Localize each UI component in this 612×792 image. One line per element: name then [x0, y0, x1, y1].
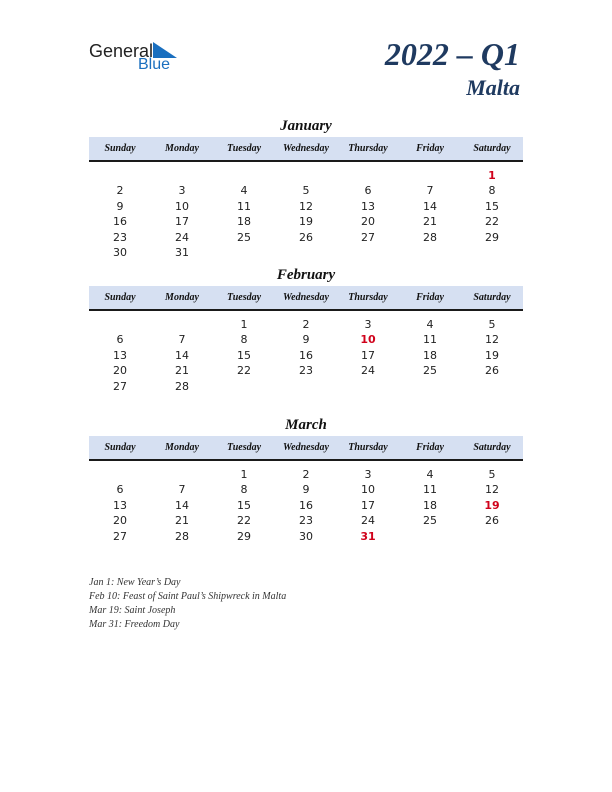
weekday-label: Wednesday — [283, 143, 329, 154]
day-cell: 19 — [484, 498, 500, 512]
day-cell: 25 — [423, 514, 437, 528]
holiday-notes — [89, 576, 286, 632]
day-cell: 28 — [423, 230, 437, 244]
weekday-header — [89, 137, 523, 162]
day-cell: 20 — [361, 215, 375, 229]
empty-day-cell — [213, 168, 275, 183]
day-cell: 24 — [361, 514, 375, 528]
day-cell: 14 — [175, 348, 189, 362]
week-row — [89, 214, 523, 229]
empty-day-cell — [461, 245, 523, 260]
day-cell: 18 — [237, 215, 251, 229]
weekday-label: Sunday — [104, 442, 136, 453]
day-cell: 17 — [361, 348, 375, 362]
day-cell: 6 — [364, 184, 372, 198]
week-row — [89, 317, 523, 332]
empty-day-cell — [461, 379, 523, 394]
day-cell: 5 — [302, 184, 310, 198]
day-cell: 29 — [237, 529, 251, 543]
month-grid — [89, 461, 523, 544]
empty-day-cell — [337, 379, 399, 394]
empty-day-cell — [337, 168, 399, 183]
weekday-label: Saturday — [473, 442, 511, 453]
day-cell: 30 — [113, 245, 127, 259]
empty-day-cell — [399, 529, 461, 544]
empty-day-cell — [275, 168, 337, 183]
day-cell: 19 — [299, 215, 313, 229]
day-cell: 25 — [423, 364, 437, 378]
day-cell: 27 — [361, 230, 375, 244]
day-cell: 17 — [175, 215, 189, 229]
day-cell: 15 — [485, 199, 499, 213]
empty-day-cell — [151, 467, 213, 482]
day-cell: 14 — [175, 498, 189, 512]
weekday-label: Saturday — [473, 143, 511, 154]
weekday-label: Wednesday — [283, 442, 329, 453]
day-cell: 30 — [299, 529, 313, 543]
month-grid — [89, 162, 523, 260]
day-cell: 22 — [485, 215, 499, 229]
day-cell: 3 — [178, 184, 186, 198]
day-cell: 27 — [113, 379, 127, 393]
day-cell: 7 — [178, 333, 186, 347]
day-cell: 14 — [423, 199, 437, 213]
day-cell: 4 — [426, 318, 434, 331]
day-cell: 7 — [426, 184, 434, 198]
day-cell: 2 — [116, 184, 124, 198]
day-cell: 26 — [485, 514, 499, 528]
day-cell: 23 — [299, 364, 313, 378]
holiday-note: Mar 31: Freedom Day — [89, 619, 180, 630]
day-cell: 10 — [175, 199, 189, 213]
weekday-label: Friday — [416, 143, 444, 154]
empty-day-cell — [89, 467, 151, 482]
day-cell: 8 — [240, 333, 248, 347]
day-cell: 16 — [113, 215, 127, 229]
empty-day-cell — [89, 317, 151, 332]
day-cell: 12 — [485, 333, 499, 347]
week-row — [89, 332, 523, 347]
day-cell: 13 — [361, 199, 375, 213]
empty-day-cell — [399, 379, 461, 394]
day-cell: 11 — [423, 483, 437, 497]
empty-day-cell — [275, 245, 337, 260]
day-cell: 5 — [488, 318, 496, 331]
empty-day-cell — [461, 529, 523, 544]
day-cell: 13 — [113, 498, 127, 512]
week-row — [89, 498, 523, 513]
day-cell: 3 — [364, 468, 372, 481]
weekday-label: Thursday — [348, 292, 388, 303]
brand-logo — [89, 40, 189, 76]
day-cell: 26 — [485, 364, 499, 378]
day-cell: 24 — [175, 230, 189, 244]
month-title: March — [285, 417, 327, 433]
week-row — [89, 529, 523, 544]
day-cell: 13 — [113, 348, 127, 362]
week-row — [89, 230, 523, 245]
day-cell: 21 — [175, 514, 189, 528]
month-january — [89, 116, 523, 260]
page-subtitle: Malta — [466, 75, 520, 100]
holiday-note: Mar 19: Saint Joseph — [89, 605, 176, 616]
month-march — [89, 415, 523, 544]
weekday-header — [89, 286, 523, 311]
day-cell: 17 — [361, 498, 375, 512]
day-cell: 20 — [113, 514, 127, 528]
day-cell: 10 — [360, 333, 376, 347]
day-cell: 8 — [240, 483, 248, 497]
month-grid — [89, 311, 523, 394]
day-cell: 1 — [488, 169, 496, 182]
day-cell: 1 — [240, 318, 248, 331]
day-cell: 24 — [361, 364, 375, 378]
weekday-label: Tuesday — [226, 292, 262, 303]
day-cell: 5 — [488, 468, 496, 481]
weekday-label: Sunday — [104, 292, 136, 303]
empty-day-cell — [213, 245, 275, 260]
day-cell: 22 — [237, 514, 251, 528]
week-row — [89, 467, 523, 482]
day-cell: 27 — [113, 529, 127, 543]
holiday-note: Feb 10: Feast of Saint Paul’s Shipwreck in Malta — [89, 591, 287, 602]
month-february — [89, 265, 523, 394]
holiday-note: Jan 1: New Year’s Day — [89, 577, 181, 588]
empty-day-cell — [151, 168, 213, 183]
month-title: February — [276, 267, 336, 283]
day-cell: 9 — [302, 483, 310, 497]
day-cell: 29 — [485, 230, 499, 244]
day-cell: 23 — [113, 230, 127, 244]
day-cell: 28 — [175, 379, 189, 393]
day-cell: 9 — [116, 199, 124, 213]
day-cell: 12 — [299, 199, 313, 213]
day-cell: 4 — [240, 184, 248, 198]
week-row — [89, 245, 523, 260]
day-cell: 15 — [237, 498, 251, 512]
day-cell: 31 — [360, 529, 376, 543]
day-cell: 1 — [240, 468, 248, 481]
day-cell: 16 — [299, 498, 313, 512]
weekday-label: Sunday — [104, 143, 136, 154]
day-cell: 20 — [113, 364, 127, 378]
weekday-label: Tuesday — [226, 143, 262, 154]
empty-day-cell — [399, 168, 461, 183]
day-cell: 25 — [237, 230, 251, 244]
day-cell: 18 — [423, 348, 437, 362]
day-cell: 22 — [237, 364, 251, 378]
week-row — [89, 348, 523, 363]
day-cell: 7 — [178, 483, 186, 497]
weekday-label: Monday — [165, 442, 199, 453]
day-cell: 12 — [485, 483, 499, 497]
day-cell: 8 — [488, 184, 496, 198]
day-cell: 11 — [423, 333, 437, 347]
day-cell: 11 — [237, 199, 251, 213]
day-cell: 19 — [485, 348, 499, 362]
weekday-header — [89, 436, 523, 461]
day-cell: 3 — [364, 318, 372, 331]
empty-day-cell — [89, 168, 151, 183]
day-cell: 18 — [423, 498, 437, 512]
empty-day-cell — [275, 379, 337, 394]
weekday-label: Thursday — [348, 143, 388, 154]
month-title: January — [280, 118, 332, 134]
weekday-label: Monday — [165, 143, 199, 154]
day-cell: 10 — [361, 483, 375, 497]
week-row — [89, 168, 523, 183]
weekday-label: Tuesday — [226, 442, 262, 453]
day-cell: 31 — [175, 245, 189, 259]
day-cell: 28 — [175, 529, 189, 543]
week-row — [89, 363, 523, 378]
day-cell: 21 — [175, 364, 189, 378]
week-row — [89, 513, 523, 528]
weekday-label: Friday — [416, 292, 444, 303]
day-cell: 6 — [116, 483, 124, 497]
empty-day-cell — [213, 379, 275, 394]
logo-text-blue: Blue — [138, 56, 171, 73]
day-cell: 9 — [302, 333, 310, 347]
day-cell: 21 — [423, 215, 437, 229]
weekday-label: Saturday — [473, 292, 511, 303]
day-cell: 26 — [299, 230, 313, 244]
day-cell: 4 — [426, 468, 434, 481]
day-cell: 6 — [116, 333, 124, 347]
empty-day-cell — [151, 317, 213, 332]
week-row — [89, 379, 523, 394]
day-cell: 16 — [299, 348, 313, 362]
day-cell: 23 — [299, 514, 313, 528]
day-cell: 2 — [302, 468, 310, 481]
weekday-label: Friday — [416, 442, 444, 453]
weekday-label: Wednesday — [283, 292, 329, 303]
weekday-label: Thursday — [348, 442, 388, 453]
day-cell: 15 — [237, 348, 251, 362]
week-row — [89, 482, 523, 497]
empty-day-cell — [399, 245, 461, 260]
logo-text-general: General — [89, 41, 154, 61]
weekday-label: Monday — [165, 292, 199, 303]
day-cell: 2 — [302, 318, 310, 331]
week-row — [89, 183, 523, 198]
empty-day-cell — [337, 245, 399, 260]
page-title: 2022 – Q1 — [384, 36, 520, 72]
week-row — [89, 199, 523, 214]
